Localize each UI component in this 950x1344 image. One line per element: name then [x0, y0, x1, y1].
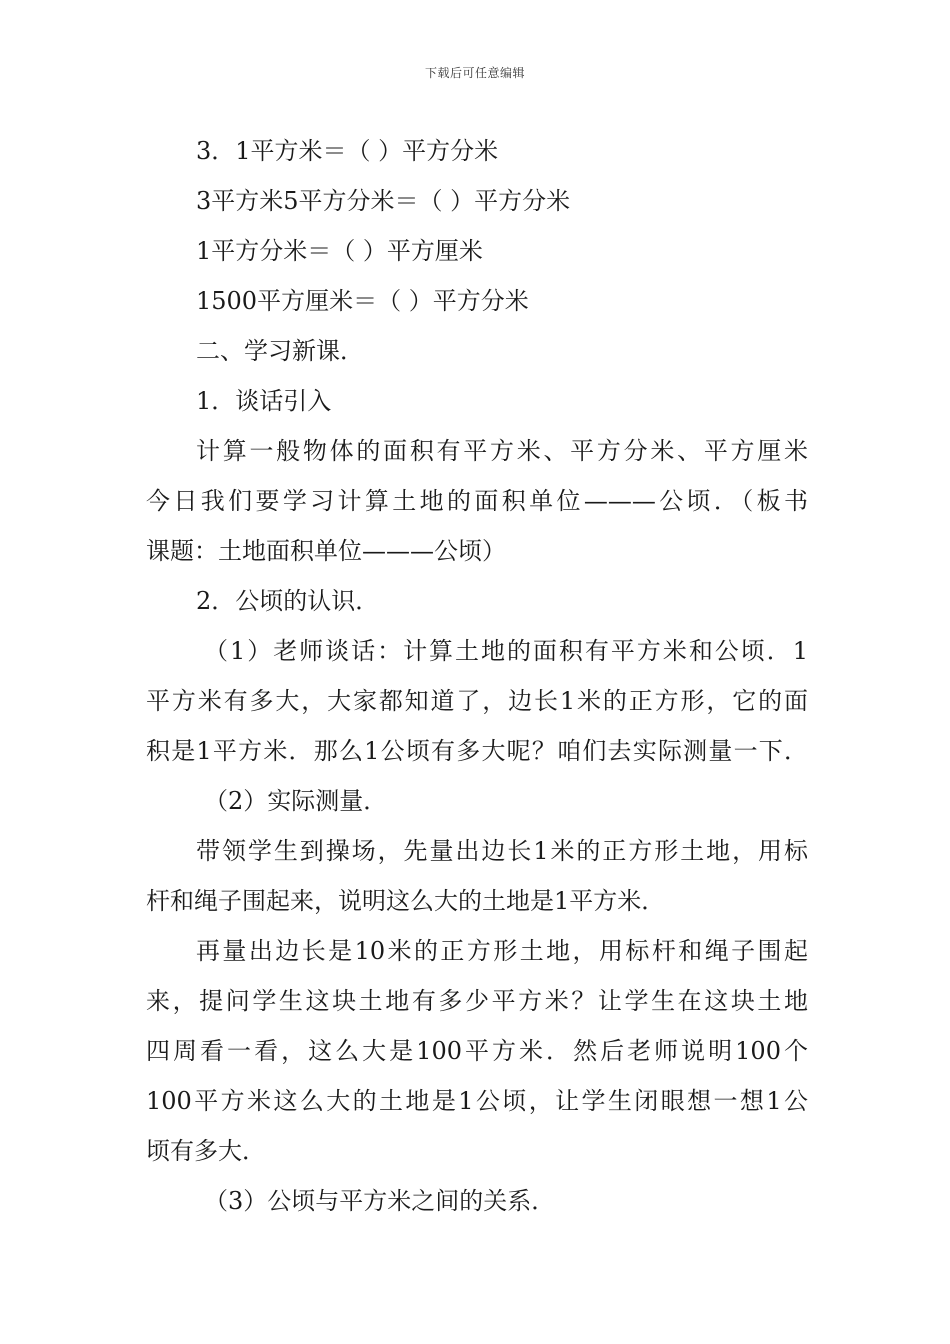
paragraph-line: 再量出边长是10米的正方形土地，用标杆和绳子围起 [196, 937, 808, 965]
paragraph-line: 平方米有多大，大家都知道了，边长1米的正方形，它的面 [146, 687, 808, 715]
section-heading: 二、学习新课． [196, 337, 364, 365]
paragraph-line: 杆和绳子围起来，说明这么大的土地是1平方米． [146, 887, 666, 915]
subsection-heading: （2）实际测量． [204, 787, 388, 815]
paragraph-line: 课题：土地面积单位———公顷） [146, 537, 506, 565]
paragraph-line: 积是1平方米．那么1公顷有多大呢？咱们去实际测量一下． [146, 737, 808, 765]
exercise-line: 1500平方厘米＝（ ）平方分米 [196, 287, 529, 315]
subsection-heading: （3）公顷与平方米之间的关系． [204, 1187, 556, 1215]
paragraph-line: 100平方米这么大的土地是1公顷，让学生闭眼想一想1公 [146, 1087, 808, 1115]
paragraph-line: 今日我们要学习计算土地的面积单位———公顷．（板书 [146, 487, 808, 515]
paragraph-line: 带领学生到操场，先量出边长1米的正方形土地，用标 [196, 837, 808, 865]
document-body [146, 126, 808, 1226]
paragraph-line: 来，提问学生这块土地有多少平方米？让学生在这块土地 [146, 987, 808, 1015]
subsection-heading: 1．谈话引入 [196, 387, 332, 415]
exercise-line: 3．1平方米＝（ ）平方分米 [196, 137, 499, 165]
page-header: 下载后可任意编辑 [424, 66, 525, 80]
paragraph-line: 顷有多大． [146, 1137, 266, 1165]
paragraph-line: 计算一般物体的面积有平方米、平方分米、平方厘米 [196, 437, 808, 465]
exercise-line: 3平方米5平方分米＝（ ）平方分米 [196, 187, 571, 215]
exercise-line: 1平方分米＝（ ）平方厘米 [196, 237, 483, 265]
paragraph-line: （1）老师谈话：计算土地的面积有平方米和公顷．1 [204, 637, 808, 665]
paragraph-line: 四周看一看，这么大是100平方米．然后老师说明100个 [146, 1037, 808, 1065]
subsection-heading: 2．公顷的认识． [196, 587, 380, 615]
